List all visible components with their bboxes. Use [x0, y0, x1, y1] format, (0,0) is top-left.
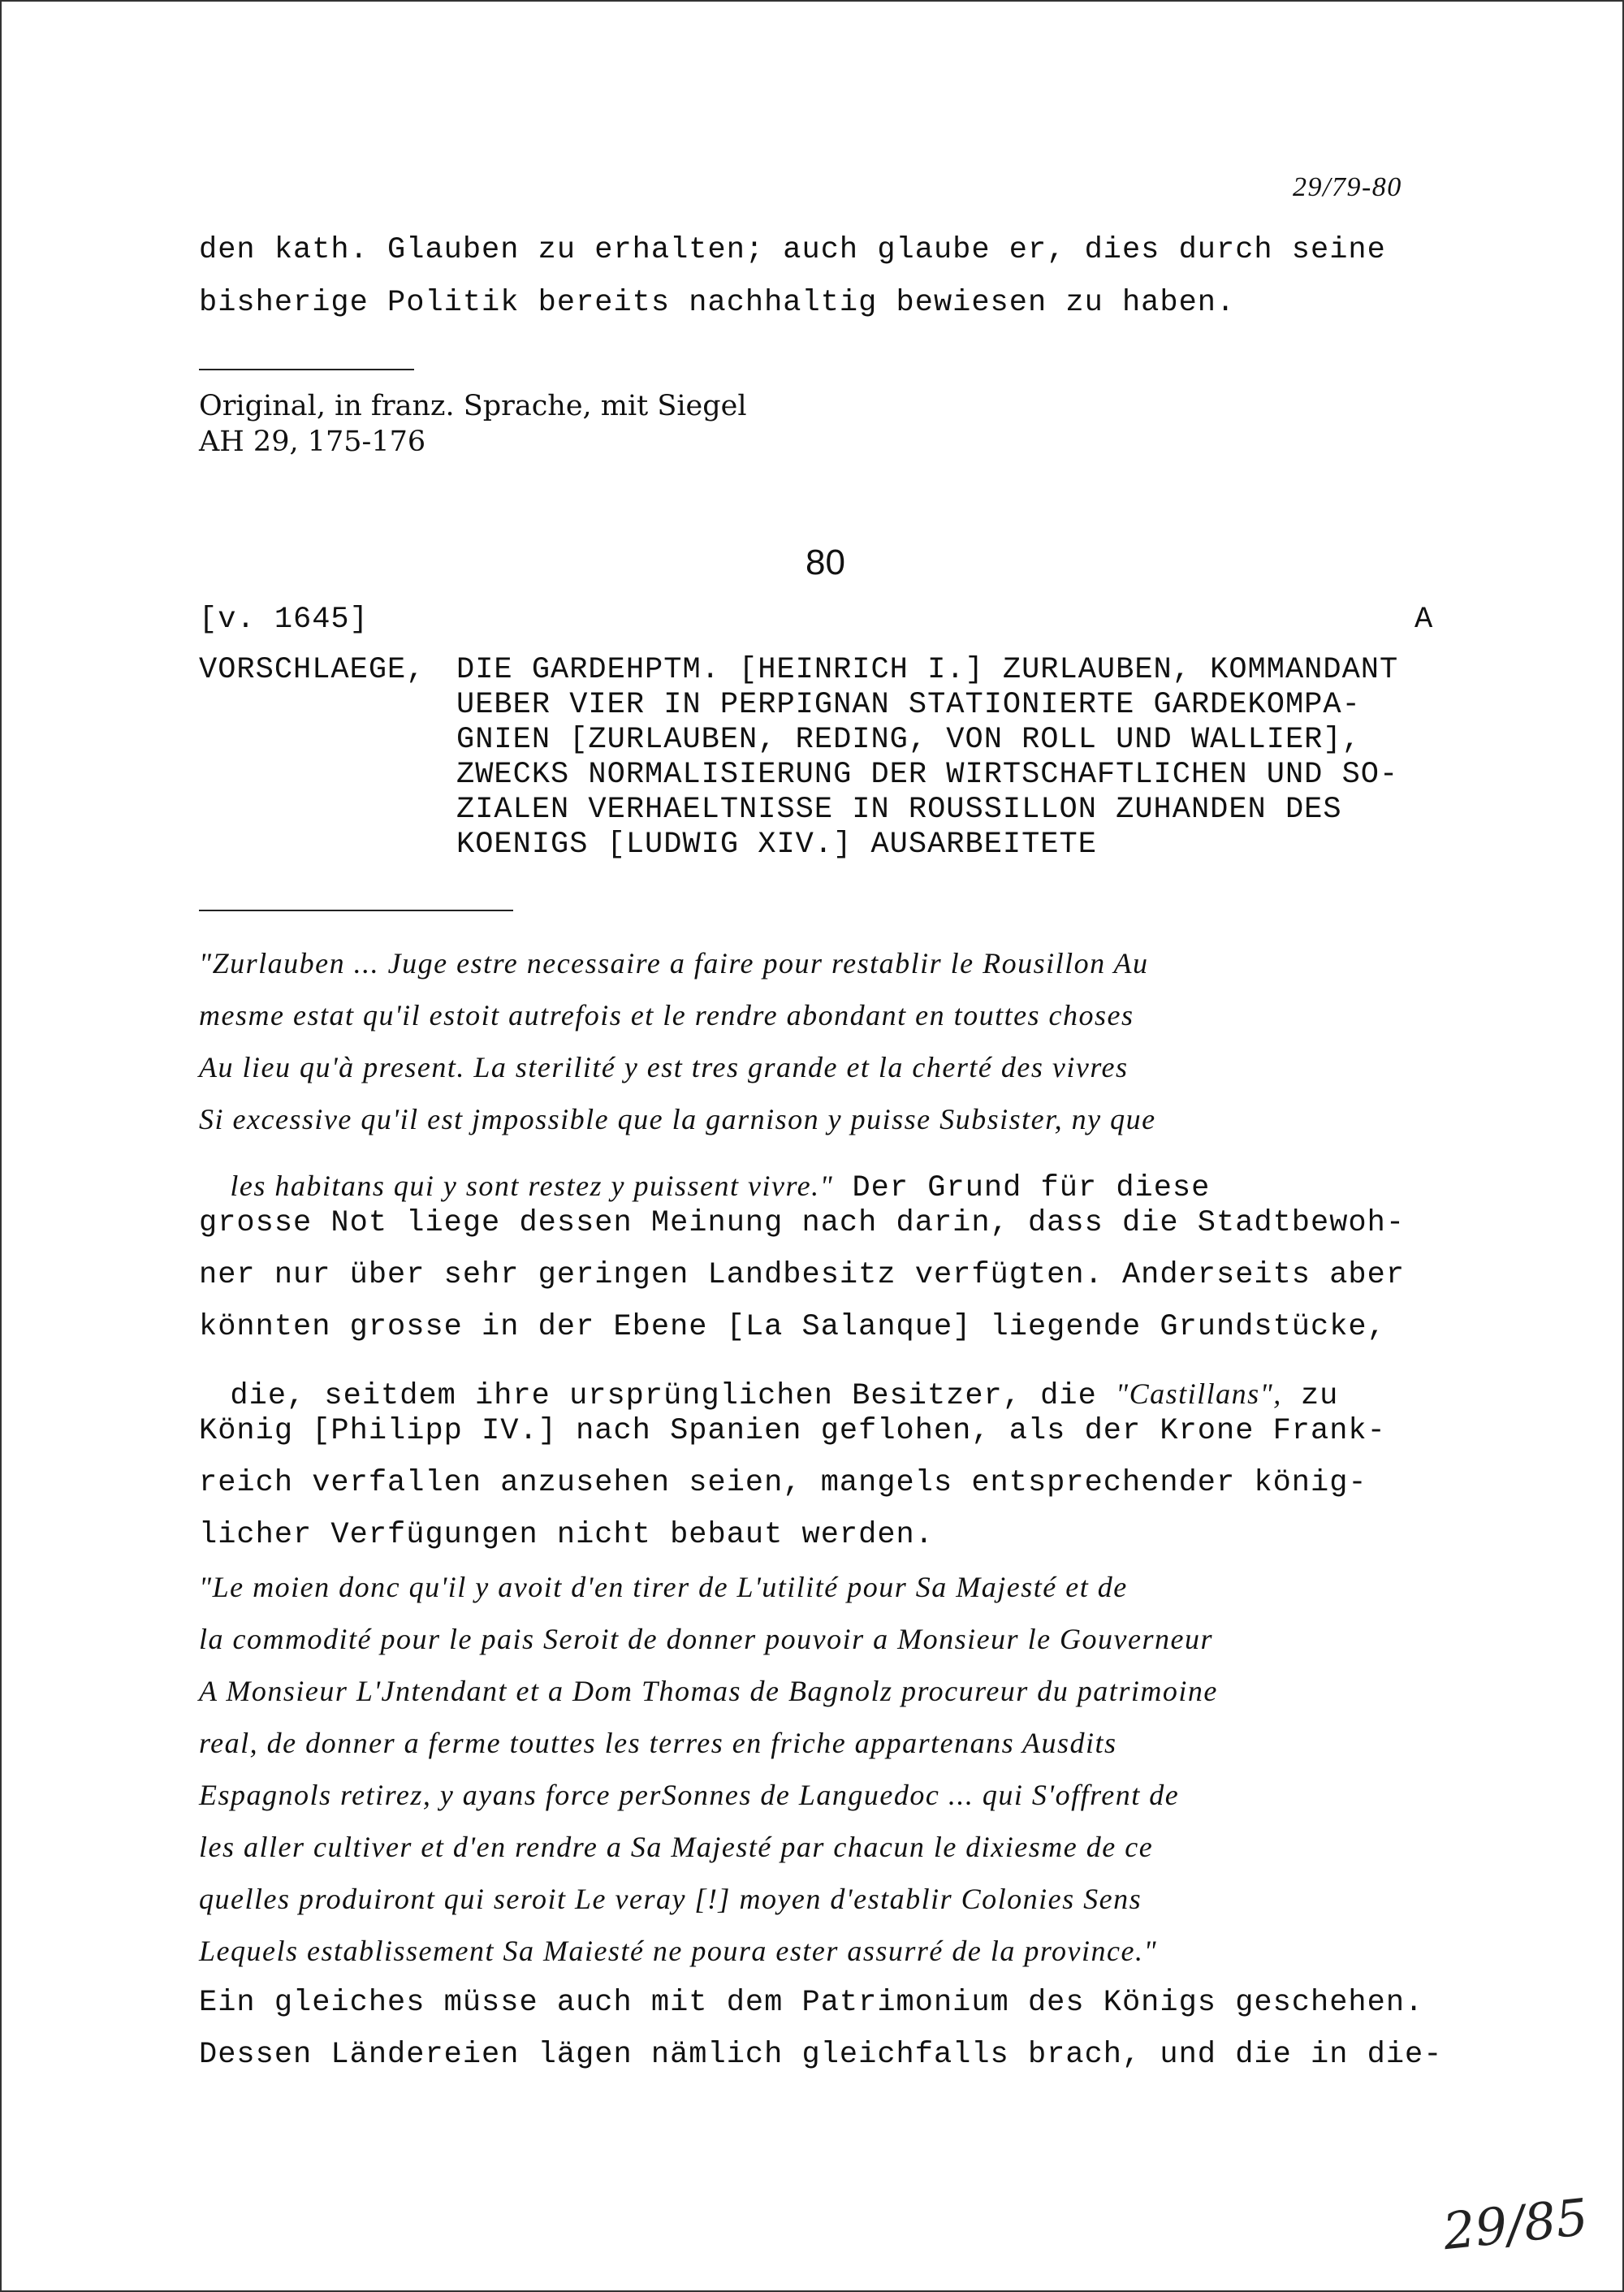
- body-line: reich verfallen anzusehen seien, mangels entsprechender könig-: [199, 1466, 1367, 1500]
- body-line: ner nur über sehr geringen Landbesitz verfügten. Anderseits aber: [199, 1258, 1406, 1292]
- body-line: Dessen Ländereien lägen nämlich gleichfalls brach, und die in die-: [199, 2038, 1443, 2072]
- heading-line: DIE GARDEHPTM. [HEINRICH I.] ZURLAUBEN, KOMMANDANT: [456, 653, 1399, 687]
- source-note-line: AH 29, 175-176: [199, 426, 426, 458]
- quote-line: la commodité pour le pais Seroit de donner pouvoir a Monsieur le Gouverneur: [199, 1623, 1213, 1655]
- body-line: König [Philipp IV.] nach Spanien geflohen, als der Krone Frank-: [199, 1414, 1386, 1448]
- text-segment: Der Grund für diese: [833, 1171, 1211, 1205]
- quote-line: "Le moien donc qu'il y avoit d'en tirer de L'utilité pour Sa Majesté et de: [199, 1571, 1128, 1603]
- text-segment: die, seitdem ihre ursprünglichen Besitzer, die: [230, 1379, 1116, 1413]
- quote-line: Espagnols retirez, y ayans force perSonnes de Languedoc ... qui S'offrent de: [199, 1779, 1180, 1811]
- source-note-line: Original, in franz. Sprache, mit Siegel: [199, 390, 747, 422]
- heading-label: VORSCHLAEGE,: [199, 653, 425, 687]
- quote-line: mesme estat qu'il estoit autrefois et le rendre abondant en touttes choses: [199, 999, 1134, 1031]
- quote-line: Lequels establissement Sa Maiesté ne poura ester assurré de la province.": [199, 1935, 1158, 1967]
- heading-line: GNIEN [ZURLAUBEN, REDING, VON ROLL UND WALLIER],: [456, 723, 1361, 757]
- intro-line: bisherige Politik bereits nachhaltig bewiesen zu haben.: [199, 286, 1236, 320]
- section-rule: [199, 910, 513, 911]
- body-line: grosse Not liege dessen Meinung nach darin, dass die Stadtbewoh-: [199, 1206, 1406, 1240]
- quote-line: real, de donner a ferme touttes les terres en friche appartenans Ausdits: [199, 1727, 1117, 1759]
- quote-line: Si excessive qu'il est jmpossible que la garnison y puisse Subsister, ny que: [199, 1103, 1156, 1135]
- quote-segment: "Castillans",: [1115, 1377, 1282, 1410]
- body-line: Ein gleiches müsse auch mit dem Patrimonium des Königs geschehen.: [199, 1986, 1424, 2020]
- quote-line: "Zurlauben ... Juge estre necessaire a faire pour restablir le Rousillon Au: [199, 947, 1149, 980]
- intro-line: den kath. Glauben zu erhalten; auch glaube er, dies durch seine: [199, 233, 1386, 267]
- heading-line: KOENIGS [LUDWIG XIV.] AUSARBEITETE: [456, 828, 1097, 862]
- quote-line: les aller cultiver et d'en rendre a Sa Majesté par chacun le dixiesme de ce: [199, 1831, 1154, 1863]
- text-segment: zu: [1281, 1379, 1339, 1413]
- document-date: [v. 1645]: [199, 603, 369, 637]
- quote-line: A Monsieur L'Jntendant et a Dom Thomas de Bagnolz procureur du patrimoine: [199, 1675, 1218, 1707]
- document-number: 80: [806, 543, 845, 582]
- body-line: könnten grosse in der Ebene [La Salanque] liegende Grundstücke,: [199, 1310, 1386, 1344]
- heading-line: ZWECKS NORMALISIERUNG DER WIRTSCHAFTLICHEN UND SO-: [456, 758, 1399, 792]
- footnote-rule: [199, 369, 414, 370]
- document-letter: A: [1415, 603, 1434, 637]
- handwritten-page-number: 29/85: [1440, 2186, 1592, 2262]
- heading-line: ZIALEN VERHAELTNISSE IN ROUSSILLON ZUHANDEN DES: [456, 793, 1342, 827]
- heading-line: UEBER VIER IN PERPIGNAN STATIONIERTE GARDEKOMPA-: [456, 688, 1361, 722]
- body-line: licher Verfügungen nicht bebaut werden.: [199, 1518, 934, 1552]
- page-reference: 29/79-80: [1293, 172, 1402, 202]
- quote-segment: les habitans qui y sont restez y puissent vivre.": [230, 1170, 834, 1202]
- quote-line: quelles produiront qui seroit Le veray [!] moyen d'establir Colonies Sens: [199, 1883, 1142, 1915]
- quote-line: Au lieu qu'à present. La sterilité y est tres grande et la cherté des vivres: [199, 1051, 1129, 1083]
